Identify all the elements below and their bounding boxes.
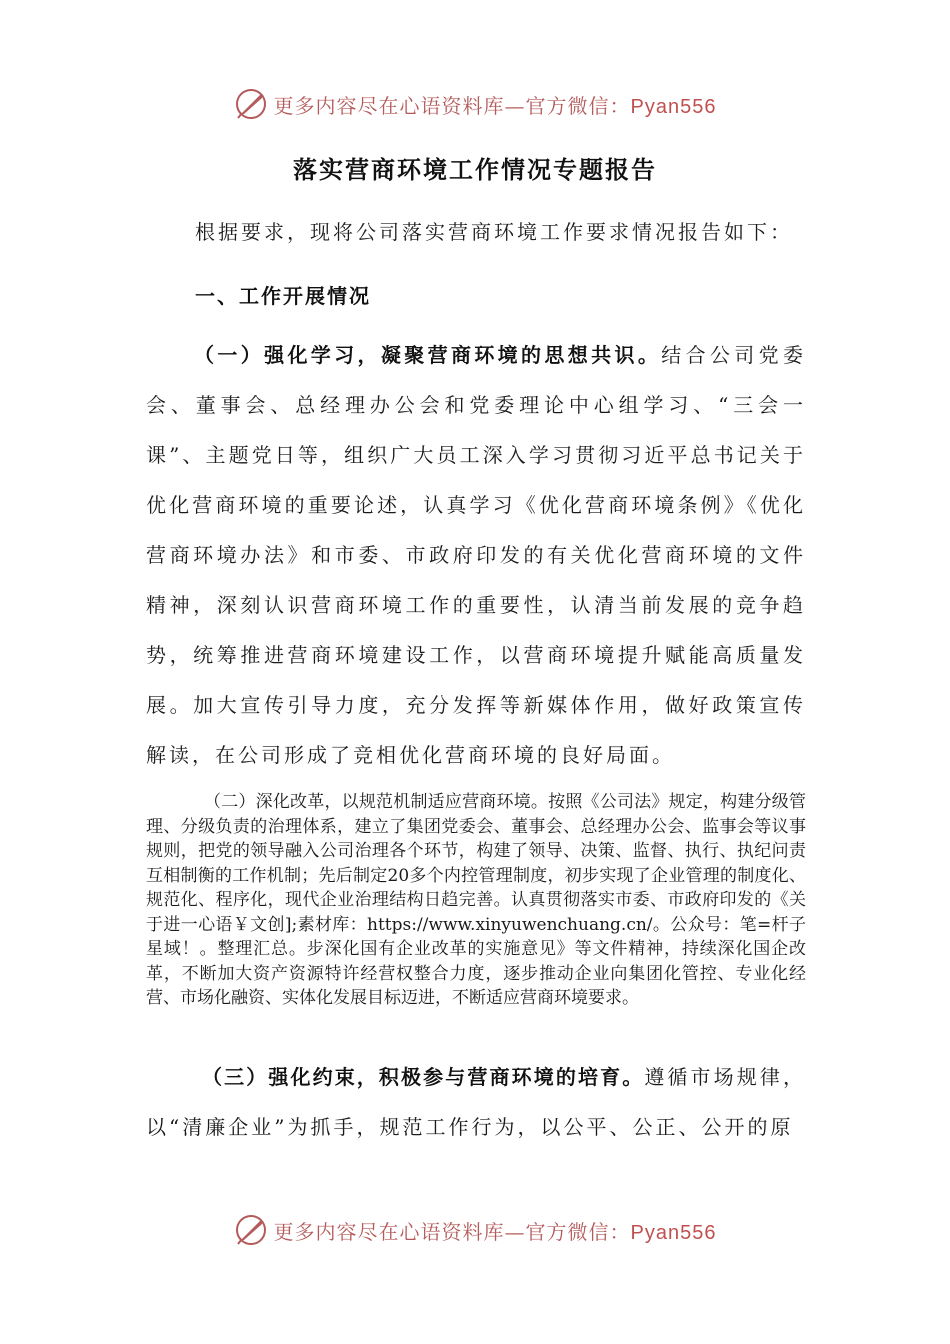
paragraph-strengthen-study — [146, 330, 806, 780]
footer-watermark-banner — [0, 1210, 950, 1250]
quill-pen-logo-icon — [234, 87, 268, 121]
header-watermark-banner — [0, 84, 950, 124]
section-heading-work-progress: 一、工作开展情况 — [195, 284, 371, 308]
paragraph-strengthen-constraints — [146, 1052, 806, 1152]
watermark-text: 更多内容尽在心语资料库—官方微信：Pyan556 — [273, 1219, 717, 1244]
paragraph-lead-strengthen-constraints: （三）强化约束，积极参与营商环境的培育。 — [202, 1065, 645, 1089]
watermark-wechat-id: Pyan556 — [630, 1221, 717, 1244]
intro-paragraph: 根据要求，现将公司落实营商环境工作要求情况报告如下： — [195, 220, 793, 244]
watermark-text: 更多内容尽在心语资料库—官方微信：Pyan556 — [273, 93, 717, 118]
quill-pen-logo-icon — [234, 1213, 268, 1247]
paragraph-body-strengthen-study: 结合公司党委会、董事会、总经理办公会和党委理论中心组学习、“三会一课”、主题党日等，组织广大员工深入学习贯彻习近平总书记关于优化营商环境的重要论述，认真学习《优化营商环境条例》《优化营商环境办法》和市委、市政府印发的有关优化营商环境的文件精神，深刻认识营商环境工作的重要性，认清当前发展的竞争趋势，统筹推进营商环境建设工作，以营商环境提升赋能高质量发展。加大宣传引导力度，充分发挥等新媒体作用，做好政策宣传解读，在公司形成了竞相优化营商环境的良好局面。 — [146, 343, 807, 767]
watermark-wechat-id: Pyan556 — [630, 95, 717, 118]
paragraph-deepen-reform: （二）深化改革，以规范机制适应营商环境。按照《公司法》规定，构建分级管理、分级负责的治理体系，建立了集团党委会、董事会、总经理办公会、监事会等议事规则，把党的领导融入公司治理各个环节，构建了领导、决策、监督、执行、执纪问责互相制衡的工作机制；先后制定20多个内控管理制度，初步实现了企业管理的制度化、规范化、程序化，现代企业治理结构日趋完善。认真贯彻落实市委、市政府印发的《关于进一心语￥文创];素材库：https://www.xinyuwenchuang.cn/。公众号：笔=杆子星域！。整理汇总。步深化国有企业改革的实施意见》等文件精神，持续深化国企改革，不断加大资产资源特许经营权整合力度，逐步推动企业向集团化管控、专业化经营、市场化融资、实体化发展目标迈进，不断适应营商环境要求。 — [146, 792, 806, 1008]
paragraph-lead-strengthen-study: （一）强化学习，凝聚营商环境的思想共识。 — [194, 343, 662, 367]
paragraph-body-strengthen-constraints: 遵循市场规律，以“清廉企业”为抓手，规范工作行为，以公平、公正、公开的原 — [146, 1065, 807, 1139]
document-title: 落实营商环境工作情况专题报告 — [293, 155, 657, 184]
